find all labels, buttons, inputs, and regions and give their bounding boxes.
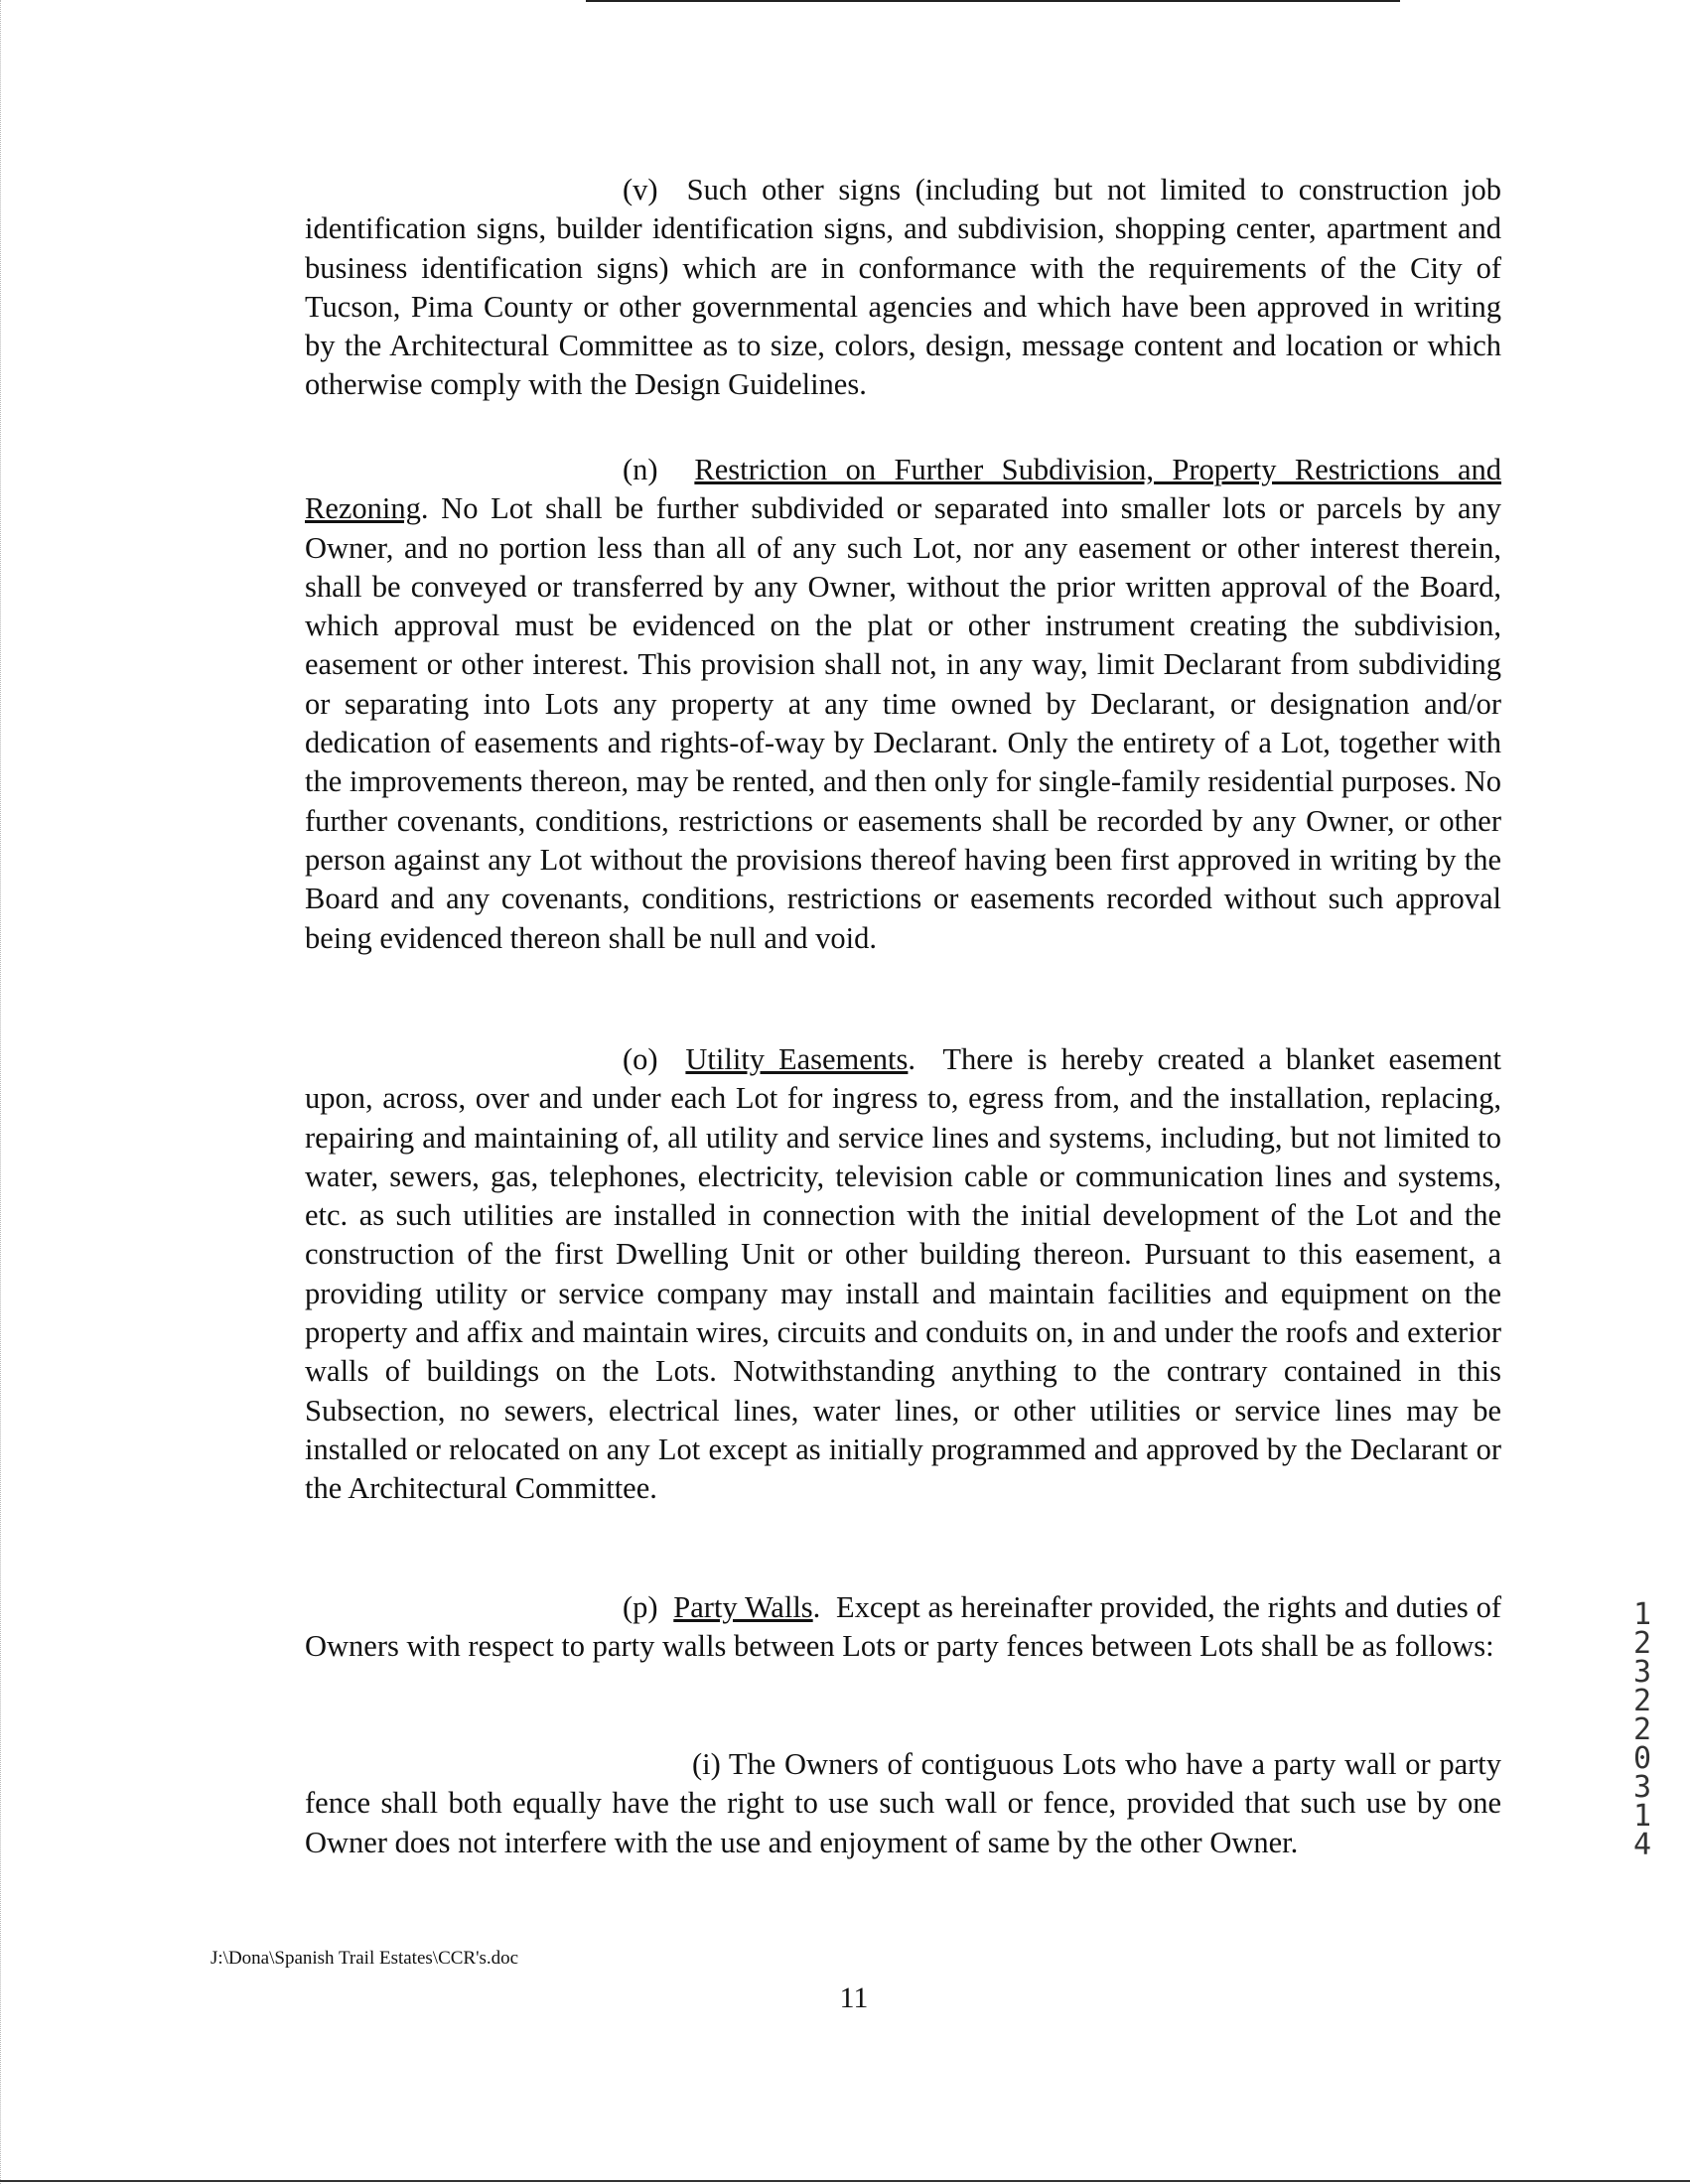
footer-file-path: J:\Dona\Spanish Trail Estates\CCR's.doc — [211, 1948, 519, 1969]
paragraph-o-heading: Utility Easements — [685, 1042, 909, 1076]
heading-period: . — [420, 491, 429, 526]
paragraph-p-i-label: (i) — [692, 1747, 721, 1781]
stamp-digit: 1 — [1632, 1799, 1652, 1834]
paragraph-p-text: Except as hereinafter provided, the rights and duties of Owners with respect to party walls between Lots or party fences between Lots shall be as follows: — [305, 1590, 1502, 1664]
page-number: 11 — [839, 1981, 869, 2014]
stamp-digit: 3 — [1632, 1655, 1652, 1690]
heading-period: . — [908, 1042, 916, 1076]
stamp-digit: 1 — [1632, 1597, 1652, 1632]
top-scan-rule — [586, 0, 1400, 2]
paragraph-o-label: (o) — [623, 1042, 658, 1076]
stamp-digit: 0 — [1632, 1741, 1652, 1776]
stamp-digit: 2 — [1632, 1684, 1652, 1718]
stamp-digit: 4 — [1632, 1828, 1652, 1862]
paragraph-v-label: (v) — [623, 173, 658, 206]
paragraph-v — [305, 171, 1501, 405]
bottom-scan-rule — [0, 2180, 1690, 2182]
paragraph-n — [305, 451, 1501, 958]
stamp-digit: 3 — [1632, 1770, 1652, 1805]
paragraph-p-i — [305, 1745, 1501, 1862]
paragraph-o — [305, 1040, 1501, 1509]
left-scan-edge — [0, 0, 2, 2184]
paragraph-p-label: (p) — [623, 1590, 658, 1624]
recording-stamp — [1622, 1597, 1662, 1862]
paragraph-n-heading: Restriction on Further Subdivision, Property Restrictions and Rezoning — [305, 453, 1501, 526]
paragraph-p — [305, 1588, 1501, 1667]
paragraph-p-i-text: The Owners of contiguous Lots who have a party wall or party fence shall both equally have the right to use such wall or fence, provided that such use by one Owner does not interfere with the use and enjoyment of same by the other Owner. — [305, 1747, 1501, 1859]
paragraph-v-text: Such other signs (including but not limited to construction job identification signs, builder identification signs, and subdivision, shopping center, apartment and business identification signs) which are in conformance with the requirements of the City of Tucson, Pima County or other governmental agencies and which have been approved in writing by the Architectural Committee as to size, colors, design, message content and location or which otherwise comply with the Design Guidelines. — [305, 173, 1501, 402]
paragraph-o-text: There is hereby created a blanket easement upon, across, over and under each Lot for ingress to, egress from, and the installation, replacing, repairing and maintaining of, all utility and service lines and systems, including, but not limited to water, sewers, gas, telephones, electricity, television cable or communication lines and systems, etc. as such utilities are installed in connection with the initial development of the Lot and the construction of the first Dwelling Unit or other building thereon. Pursuant to this easement, a providing utility or service company may install and maintain facilities and equipment on the property and affix and maintain wires, circuits and conduits on, in and under the roofs and exterior walls of buildings on the Lots. Notwithstanding anything to the contrary contained in this Subsection, no sewers, electrical lines, water lines, or other utilities or service lines may be installed or relocated on any Lot except as initially programmed and approved by the Declarant or the Architectural Committee. — [305, 1042, 1502, 1506]
paragraph-n-text: No Lot shall be further subdivided or separated into smaller lots or parcels by any Owner, and no portion less than all of any such Lot, nor any easement or other interest therein, shall be conveyed or transferred by any Owner, without the prior written approval of the Board, which approval must be evidenced on the plat or other instrument creating the subdivision, easement or other interest. This provision shall not, in any way, limit Declarant from subdividing or separating into Lots any property at any time owned by Declarant, or designation and/or dedication of easements and rights-of-way by Declarant. Only the entirety of a Lot, together with the improvements thereon, may be rented, and then only for single-family residential purposes. No further covenants, conditions, restrictions or easements shall be recorded by any Owner, or other person against any Lot without the provisions thereof having been first approved in writing by the Board and any covenants, conditions, restrictions or easements recorded without such approval being evidenced thereon shall be null and void. — [305, 491, 1502, 955]
heading-period: . — [812, 1590, 821, 1624]
stamp-digit: 2 — [1632, 1712, 1652, 1747]
stamp-digit: 2 — [1632, 1626, 1652, 1661]
paragraph-p-heading: Party Walls — [673, 1590, 813, 1624]
paragraph-n-label: (n) — [623, 453, 658, 486]
